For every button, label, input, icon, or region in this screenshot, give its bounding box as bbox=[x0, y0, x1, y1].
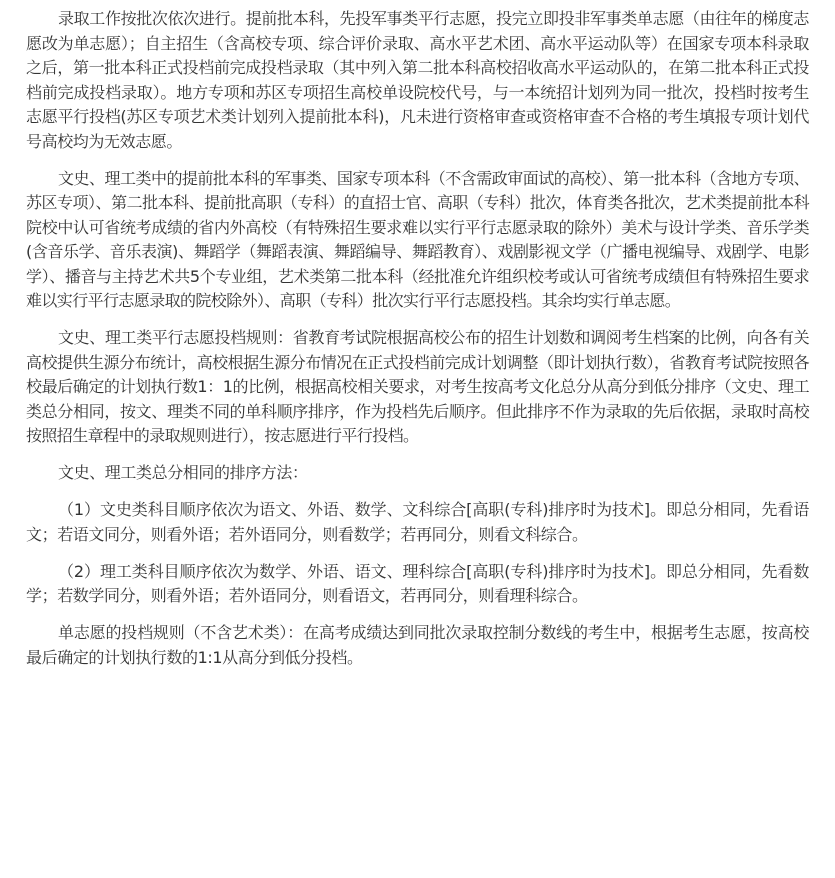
paragraph-arts-order: （1）文史类科目顺序依次为语文、外语、数学、文科综合[高职(专科)排序时为技术]。即总分相同，先看语文；若语文同分，则看外语；若外语同分，则看数学；若再同分，则看文科综合。 bbox=[26, 500, 809, 544]
article-body bbox=[26, 7, 809, 683]
paragraph-single-choice-rules: 单志愿的投档规则（不含艺术类）：在高考成绩达到同批次录取控制分数线的考生中，根据考生志愿，按高校最后确定的计划执行数的1:1从高分到低分投档。 bbox=[26, 623, 809, 667]
paragraph-science-order: （2）理工类科目顺序依次为数学、外语、语文、理科综合[高职(专科)排序时为技术]。即总分相同，先看数学；若数学同分，则看外语；若外语同分，则看语文，若再同分，则看理科综合。 bbox=[26, 561, 809, 605]
paragraph-admission-batches: 录取工作按批次依次进行。提前批本科，先投军事类平行志愿，投完立即投非军事类单志愿（由往年的梯度志愿改为单志愿）；自主招生（含高校专项、综合评价录取、高水平艺术团、高水平运动队等）在国家专项本科录取之后，第一批本科正式投档前完成投档录取（其中列入第二批本科高校招收高水平运动队的，在第二批本科正式投档前完成投档录取）。地方专项和苏区专项招生高校单设院校代号，与一本统招计划列为同一批次，投档时按考生志愿平行投档(苏区专项艺术类计划列入提前批本科)，凡未进行资格审查或资格审查不合格的考生填报专项计划代号高校均为无效志愿。 bbox=[26, 9, 809, 151]
paragraph-parallel-rules: 文史、理工类平行志愿投档规则：省教育考试院根据高校公布的招生计划数和调阅考生档案的比例，向各有关高校提供生源分布统计，高校根据生源分布情况在正式投档前完成计划调整（即计划执行数），省教育考试院按照各校最后确定的计划执行数1：1的比例，根据高校相关要求，对考生按高考文化总分从高分到低分排序（文史、理工类总分相同，按文、理类不同的单科顺序排序，作为投档先后顺序。但此排序不作为录取的先后依据，录取时高校按照招生章程中的录取规则进行），按志愿进行平行投档。 bbox=[26, 328, 809, 445]
paragraph-parallel-scope: 文史、理工类中的提前批本科的军事类、国家专项本科（不含需政审面试的高校）、第一批本科（含地方专项、苏区专项）、第二批本科、提前批高职（专科）的直招士官、高职（专科）批次，体育类各批次，艺术类提前批本科院校中认可省统考成绩的省内外高校（有特殊招生要求难以实行平行志愿录取的除外）美术与设计学类、音乐学类(含音乐学、音乐表演)、舞蹈学（舞蹈表演、舞蹈编导、舞蹈教育）、戏剧影视文学（广播电视编导、戏剧学、电影学）、播音与主持艺术共5个专业组，艺术类第二批本科（经批准允许组织校考或认可省统考成绩但有特殊招生要求难以实行平行志愿录取的院校除外）、高职（专科）批次实行平行志愿投档。其余均实行单志愿。 bbox=[26, 168, 809, 310]
paragraph-tie-break-heading: 文史、理工类总分相同的排序方法： bbox=[58, 463, 308, 482]
